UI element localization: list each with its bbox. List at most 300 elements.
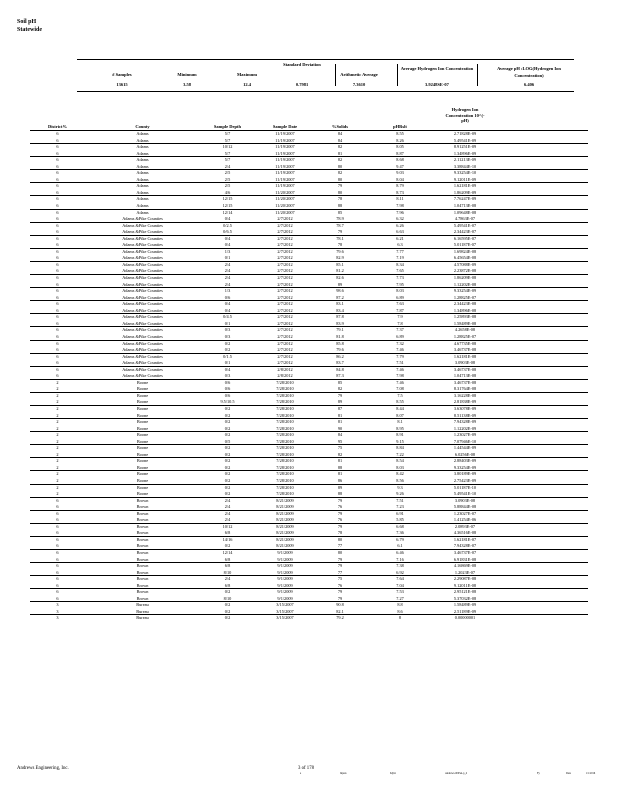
cell-depth: 0/2 (224, 412, 231, 418)
cell-depth: 0/4 (224, 216, 231, 222)
cell-h-ion: 4.36516E-08 (453, 530, 477, 536)
cell-county: Adams (136, 163, 149, 169)
cell-depth: 1/3 (224, 288, 231, 294)
summary-value-avg-h-ion: 3.9248SE-07 (425, 82, 449, 87)
cell-ph: 7.22 (396, 451, 404, 457)
cell-depth: 0/2 (224, 340, 231, 346)
summary-header-maximum: Maximum (237, 72, 257, 77)
cell-h-ion: 1.04713E-08 (453, 373, 477, 379)
cell-district: 6 (56, 261, 59, 267)
cell-depth: 0/4 (224, 307, 231, 313)
cell-h-ion: 2.34423E-08 (453, 301, 477, 307)
cell-depth: 2/4 (224, 275, 231, 281)
cell-depth: 0/2 (224, 445, 231, 451)
cell-ph: 7.46 (396, 379, 404, 385)
cell-date: 2/7/2012 (277, 216, 293, 222)
cell-solids: 87 (337, 405, 343, 411)
cell-solids: 82 (337, 386, 343, 392)
cell-h-ion: 2.0893E-07 (454, 523, 476, 529)
cell-ph: 8.05 (396, 144, 404, 150)
cell-district: 6 (56, 497, 59, 503)
cell-district: 6 (56, 504, 59, 510)
cell-depth: 2/4 (224, 497, 231, 503)
cell-solids: 78 (337, 530, 343, 536)
cell-district: 6 (56, 517, 59, 523)
cell-county: Adams &Pike Counties (122, 353, 163, 359)
cell-county: Adams &Pike Counties (122, 373, 163, 379)
cell-county: Adams &Pike Counties (122, 366, 163, 372)
cell-district: 6 (56, 183, 59, 189)
cell-county: Adams (136, 203, 149, 209)
cell-solids: 79.6 (336, 347, 344, 353)
cell-date: 9/1/2009 (277, 595, 293, 601)
cell-ph: 8 (398, 615, 402, 621)
cell-ph: 8.11 (396, 196, 404, 202)
cell-ph: 6.26 (396, 222, 404, 228)
footer-meta-item: 1/1/2016 (586, 772, 596, 775)
cell-district: 6 (56, 203, 59, 209)
cell-district: 2 (56, 386, 59, 392)
cell-depth: 0/2 (224, 451, 231, 457)
cell-solids: 75 (337, 445, 343, 451)
cell-county: Adams &Pike Counties (122, 327, 163, 333)
cell-h-ion: 5.01187E-10 (453, 484, 477, 490)
cell-date: 7/28/2010 (276, 438, 294, 444)
cell-solids: 80 (337, 536, 343, 542)
cell-county: Brown (136, 595, 149, 601)
cell-ph: 8.03 (396, 288, 404, 294)
cell-h-ion: 3.0903E-08 (454, 360, 476, 366)
cell-solids: 79 (337, 510, 343, 516)
cell-ph: 8.55 (396, 399, 404, 405)
cell-ph: 7.23 (396, 504, 404, 510)
cell-date: 2/7/2012 (277, 340, 293, 346)
cell-district: 2 (56, 464, 59, 470)
cell-district: 6 (56, 327, 59, 333)
cell-district: 6 (56, 275, 59, 281)
report-title: Soil pH (17, 19, 37, 25)
cell-district: 6 (56, 366, 59, 372)
cell-solids: 76 (337, 504, 343, 510)
cell-county: Brown (136, 523, 149, 529)
cell-solids: 79 (337, 556, 343, 562)
cell-ph: 8.34 (396, 261, 404, 267)
cell-h-ion: 1.62181E-08 (453, 353, 477, 359)
cell-h-ion: 6.0256E-08 (454, 451, 476, 457)
cell-depth: 0/2 (224, 419, 231, 425)
cell-ph: 7.36 (396, 530, 404, 536)
cell-solids: 86.2 (336, 353, 344, 359)
cell-county: Bureau (136, 602, 149, 608)
cell-county: Adams (136, 150, 149, 156)
cell-county: Boone (136, 491, 149, 497)
cell-district: 2 (56, 379, 59, 385)
cell-date: 3/15/2007 (276, 615, 294, 621)
cell-date: 2/7/2012 (277, 248, 293, 254)
cell-county: Brown (136, 569, 149, 575)
cell-solids: 80 (337, 189, 343, 195)
cell-county: Boone (136, 458, 149, 464)
cell-date: 2/7/2012 (277, 281, 293, 287)
cell-solids: 98.6 (336, 288, 344, 294)
cell-ph: 7.63 (396, 301, 404, 307)
cell-date: 7/28/2010 (276, 412, 294, 418)
cell-solids: 79.1 (336, 327, 344, 333)
cell-date: 3/15/2007 (276, 602, 294, 608)
cell-date: 7/28/2010 (276, 484, 294, 490)
cell-county: Adams &Pike Counties (122, 288, 163, 294)
cell-county: Bureau (136, 615, 149, 621)
cell-solids: 82 (337, 157, 343, 163)
cell-depth: 0/2 (224, 405, 231, 411)
cell-date: 11/19/2007 (275, 144, 295, 150)
cell-solids: 79 (337, 589, 343, 595)
cell-h-ion: 1.62181E-07 (453, 536, 477, 542)
cell-depth: 0/6 (224, 392, 231, 398)
cell-solids: 77 (337, 543, 343, 549)
cell-h-ion: 5.49541E-07 (453, 222, 477, 228)
cell-depth: 2/5 (224, 170, 231, 176)
cell-depth: 2/5 (224, 176, 231, 182)
cell-depth: 10/12 (222, 523, 233, 529)
cell-date: 11/19/2007 (275, 131, 295, 136)
cell-district: 6 (56, 360, 59, 366)
cell-solids: 80 (337, 550, 343, 555)
cell-depth: 2/4 (224, 268, 231, 274)
cell-district: 6 (56, 150, 59, 156)
cell-depth: 0/4 (224, 235, 231, 241)
cell-date: 7/28/2010 (276, 405, 294, 411)
cell-county: Adams &Pike Counties (122, 242, 163, 248)
cell-solids: 81 (337, 458, 343, 464)
cell-h-ion: 2.95121E-08 (453, 589, 477, 595)
cell-depth: 2/4 (224, 261, 231, 267)
cell-depth: 0/2 (224, 615, 231, 621)
cell-date: 9/1/2009 (277, 576, 293, 582)
cell-h-ion: 4.7863E-07 (454, 216, 476, 222)
cell-depth: 2/4 (224, 163, 231, 169)
cell-county: Brown (136, 517, 149, 523)
cell-depth: 0/2 (224, 484, 231, 490)
cell-solids: 79 (337, 229, 343, 235)
cell-solids: 88 (337, 464, 343, 470)
cell-solids: 86 (337, 477, 343, 483)
cell-h-ion: 2.51189E-09 (453, 608, 477, 614)
cell-date: 2/7/2012 (277, 333, 293, 339)
cell-solids: 88 (337, 491, 343, 497)
cell-ph: 7.98 (396, 373, 404, 379)
cell-solids: 88 (337, 203, 343, 209)
cell-solids: 82.9 (336, 255, 344, 261)
cell-date: 2/7/2012 (277, 288, 293, 294)
cell-solids: 81.2 (336, 268, 344, 274)
cell-county: Boone (136, 425, 149, 431)
cell-depth: 0/1 (224, 320, 231, 326)
cell-district: 2 (56, 458, 59, 464)
cell-h-ion: 4.16869E-08 (453, 563, 477, 569)
cell-county: Adams &Pike Counties (122, 248, 163, 254)
cell-district: 2 (56, 392, 59, 398)
cell-solids: 81 (337, 419, 343, 425)
cell-solids: 79.2 (336, 615, 344, 621)
cell-date: 8/21/2009 (276, 510, 294, 516)
cell-h-ion: 3.38844E-10 (453, 163, 477, 169)
cell-county: Boone (136, 379, 149, 385)
cell-ph: 7.51 (396, 360, 404, 366)
cell-solids: 87.8 (336, 314, 344, 320)
cell-depth: 0/6 (224, 386, 231, 392)
cell-solids: 78 (337, 242, 343, 248)
cell-county: Brown (136, 497, 149, 503)
footer-meta-item: Fy (537, 772, 540, 775)
cell-district: 6 (56, 170, 59, 176)
cell-date: 7/28/2010 (276, 471, 294, 477)
cell-h-ion: 3.46737E-08 (453, 379, 477, 385)
cell-district: 6 (56, 563, 59, 569)
cell-solids: 84 (337, 137, 343, 143)
cell-h-ion: 1.2023E-07 (454, 569, 476, 575)
cell-solids: 79 (337, 563, 343, 569)
cell-county: Boone (136, 445, 149, 451)
cell-h-ion: 1.23027E-07 (453, 510, 477, 516)
cell-date: 7/28/2010 (276, 458, 294, 464)
col-header-ph: pHRslt (393, 124, 407, 129)
cell-county: Adams (136, 189, 149, 195)
cell-date: 9/1/2009 (277, 556, 293, 562)
cell-depth: 5/7 (224, 131, 231, 136)
cell-district: 3 (56, 602, 59, 608)
cell-ph: 7.51 (396, 497, 404, 503)
cell-district: 6 (56, 235, 59, 241)
cell-depth: 12/14 (222, 209, 233, 215)
cell-date: 8/21/2009 (276, 504, 294, 510)
cell-date: 7/28/2010 (276, 419, 294, 425)
cell-county: Adams (136, 209, 149, 215)
cell-depth: 2/4 (224, 517, 231, 523)
cell-h-ion: 8.51138E-09 (453, 412, 477, 418)
cell-district: 6 (56, 347, 59, 353)
cell-county: Boone (136, 477, 149, 483)
cell-district: 6 (56, 189, 59, 195)
cell-depth: 0/2 (224, 543, 231, 549)
cell-depth: 0/6.5 (223, 229, 232, 235)
cell-h-ion: 1.28825E-07 (453, 333, 477, 339)
cell-solids: 85 (337, 379, 343, 385)
cell-county: Brown (136, 550, 149, 555)
cell-date: 2/7/2012 (277, 301, 293, 307)
cell-depth: 0/2 (224, 458, 231, 464)
cell-h-ion: 1.69824E-08 (453, 248, 477, 254)
cell-county: Adams (136, 183, 149, 189)
cell-ph: 6.46 (396, 550, 404, 555)
cell-solids: 89 (337, 281, 343, 287)
cell-solids: 78.7 (336, 222, 344, 228)
cell-district: 6 (56, 242, 59, 248)
cell-depth: 0/4 (224, 301, 231, 307)
cell-district: 6 (56, 137, 59, 143)
cell-date: 2/7/2012 (277, 360, 293, 366)
cell-district: 6 (56, 255, 59, 261)
cell-depth: 0/3 (224, 373, 231, 379)
footer-meta-item: a (300, 772, 302, 775)
cell-county: Adams &Pike Counties (122, 275, 163, 281)
cell-district: 6 (56, 301, 59, 307)
cell-date: 11/19/2007 (275, 150, 295, 156)
cell-ph: 7.53 (396, 589, 404, 595)
cell-depth: 5/7 (224, 137, 231, 143)
cell-district: 6 (56, 163, 59, 169)
cell-date: 9/1/2009 (277, 589, 293, 595)
cell-county: Adams &Pike Counties (122, 320, 163, 326)
cell-depth: 10/12 (222, 144, 233, 150)
cell-h-ion: 7.76247E-09 (453, 196, 477, 202)
cell-solids: 81 (337, 412, 343, 418)
cell-county: Boone (136, 392, 149, 398)
cell-depth: 0/2.5 (223, 222, 232, 228)
cell-depth: 0/1 (224, 360, 231, 366)
cell-ph: 8.1 (397, 419, 403, 425)
cell-ph: 5.85 (396, 517, 404, 523)
cell-district: 6 (56, 523, 59, 529)
cell-district: 6 (56, 229, 59, 235)
cell-ph: 6.3 (397, 242, 403, 248)
cell-depth: 5/7 (224, 157, 231, 163)
cell-district: 2 (56, 471, 59, 477)
cell-county: Brown (136, 589, 149, 595)
cell-solids: 78.9 (336, 216, 344, 222)
cell-solids: 82.6 (336, 275, 344, 281)
cell-ph: 9.26 (396, 491, 404, 497)
cell-h-ion: 6.91831E-08 (453, 556, 477, 562)
cell-h-ion: 3.0903E-08 (454, 497, 476, 503)
cell-date: 2/7/2012 (277, 320, 293, 326)
cell-county: Boone (136, 399, 149, 405)
cell-date: 2/7/2012 (277, 347, 293, 353)
cell-ph: 7.8 (397, 320, 403, 326)
cell-district: 6 (56, 176, 59, 182)
cell-county: Brown (136, 536, 149, 542)
cell-depth: 0/4 (224, 242, 231, 248)
cell-county: Adams (136, 137, 149, 143)
cell-county: Boone (136, 412, 149, 418)
cell-solids: 79 (337, 497, 343, 503)
summary-header-std-dev: Standard Deviation (283, 62, 321, 67)
cell-h-ion: 1.34896E-09 (453, 150, 477, 156)
cell-date: 3/15/2007 (276, 608, 294, 614)
cell-h-ion: 2.71828E-09 (453, 131, 477, 136)
cell-district: 6 (56, 353, 59, 359)
cell-h-ion: 5.49541E-10 (453, 491, 477, 497)
cell-district: 3 (56, 615, 59, 621)
col-header-date: Sample Date (272, 124, 298, 129)
footer-meta-item: Date (566, 772, 571, 775)
cell-solids: 81 (337, 471, 343, 477)
cell-ph: 7.04 (396, 582, 404, 588)
cell-h-ion: 4.67735E-08 (453, 340, 477, 346)
cell-date: 7/28/2010 (276, 451, 294, 457)
cell-county: Adams (136, 170, 149, 176)
cell-depth: 6/8 (224, 582, 231, 588)
cell-solids: 82 (337, 144, 343, 150)
cell-depth: 0/6 (224, 379, 231, 385)
cell-ph: 7.65 (396, 268, 404, 274)
cell-county: Adams &Pike Counties (122, 261, 163, 267)
cell-ph: 7.9 (397, 314, 403, 320)
cell-h-ion: 9.33254E-09 (453, 288, 477, 294)
cell-county: Adams &Pike Counties (122, 255, 163, 261)
cell-ph: 9.15 (396, 438, 404, 444)
cell-solids: 84 (337, 131, 343, 136)
cell-district: 6 (56, 595, 59, 601)
cell-depth: 6/8 (224, 530, 231, 536)
cell-date: 8/21/2009 (276, 497, 294, 503)
cell-h-ion: 3.80189E-09 (453, 471, 477, 477)
cell-depth: 2/4 (224, 281, 231, 287)
cell-county: Adams &Pike Counties (122, 268, 163, 274)
cell-date: 9/1/2009 (277, 563, 293, 569)
cell-ph: 7.64 (396, 576, 404, 582)
cell-date: 8/21/2009 (276, 517, 294, 523)
cell-depth: 2/4 (224, 504, 231, 510)
cell-ph: 7.08 (396, 386, 404, 392)
cell-county: Adams (136, 131, 149, 136)
cell-date: 8/21/2009 (276, 523, 294, 529)
cell-solids: 84.8 (336, 366, 344, 372)
cell-depth: 4/6 (224, 189, 231, 195)
report-subtitle: Statewide (17, 27, 42, 33)
cell-county: Adams (136, 157, 149, 163)
cell-date: 7/28/2010 (276, 432, 294, 438)
cell-solids: 95 (337, 438, 343, 444)
summary-header-samples: # Samples (112, 72, 132, 77)
cell-h-ion: 0.00000001 (454, 615, 476, 621)
cell-district: 6 (56, 131, 59, 136)
cell-date: 7/28/2010 (276, 425, 294, 431)
col-header-county: County (135, 124, 150, 129)
cell-depth: 0/2 (224, 471, 231, 477)
cell-county: Boone (136, 419, 149, 425)
cell-solids: 79 (337, 595, 343, 601)
cell-h-ion: 2.81838E-09 (453, 399, 477, 405)
cell-solids: 90.8 (336, 602, 344, 608)
cell-ph: 8.84 (396, 445, 404, 451)
cell-solids: 79 (337, 523, 343, 529)
footer-meta-item: Andrews-0003A-p_d (445, 772, 468, 775)
cell-district: 2 (56, 405, 59, 411)
cell-solids: 76 (337, 517, 343, 523)
cell-date: 8/21/2009 (276, 543, 294, 549)
cell-depth: 12/14 (222, 550, 233, 555)
cell-district: 2 (56, 425, 59, 431)
cell-date: 11/19/2007 (275, 137, 295, 143)
cell-depth: 0/2 (224, 602, 231, 608)
cell-county: Boone (136, 386, 149, 392)
cell-depth: 0/2 (224, 589, 231, 595)
cell-ph: 7.16 (396, 556, 404, 562)
cell-depth: 0/3 (224, 333, 231, 339)
cell-district: 6 (56, 157, 59, 163)
summary-value-std-dev: 0.7981 (295, 82, 309, 87)
cell-ph: 8.07 (396, 412, 404, 418)
cell-depth: 8/10 (223, 595, 232, 601)
cell-depth: 0/2 (224, 464, 231, 470)
cell-ph: 6.89 (396, 294, 404, 300)
cell-ph: 8.42 (396, 471, 404, 477)
cell-date: 7/28/2010 (276, 477, 294, 483)
cell-h-ion: 6.45654E-08 (453, 255, 477, 261)
cell-depth: 5/7 (224, 150, 231, 156)
cell-district: 6 (56, 550, 59, 555)
